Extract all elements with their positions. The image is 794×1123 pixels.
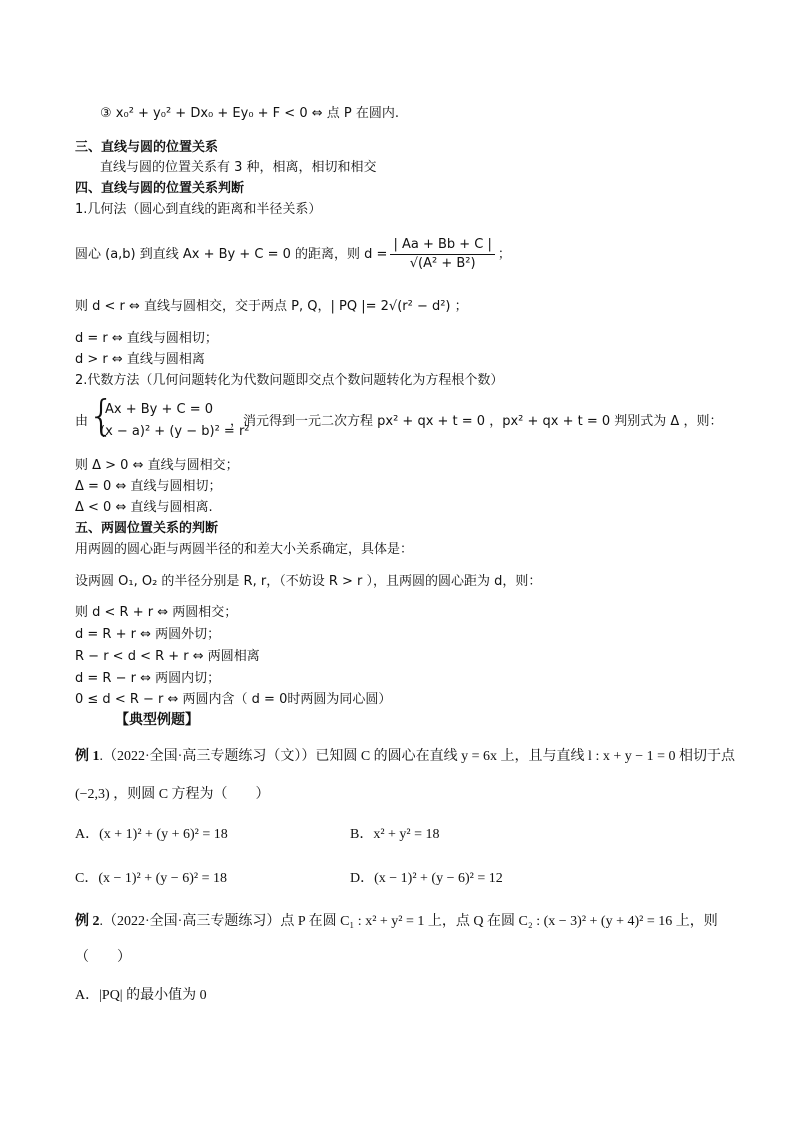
section-5-body: 用两圆的圆心距与两圆半径的和差大小关系确定，具体是： [75, 542, 414, 557]
example-1-option-d: D．(x − 1)² + (y − 6)² = 12 [350, 871, 503, 886]
section-3-body: 直线与圆的位置关系有 3 种，相离，相切和相交 [100, 160, 377, 175]
algebraic-method-title: 2.代数方法（几何问题转化为代数问题即交点个数问题转化为方程根个数） [75, 373, 504, 388]
section-3-title: 三、直线与圆的位置关系 [75, 140, 219, 155]
example-1-option-b: B．x² + y² = 18 [350, 827, 440, 842]
example-2-option-a: A．|PQ| 的最小值为 0 [75, 988, 207, 1003]
example-1-option-c: C．(x − 1)² + (y − 6)² = 18 [75, 871, 227, 886]
distance-fraction [390, 237, 494, 272]
system-brace-icon: { [88, 391, 115, 440]
distance-prefix: 圆心 (a,b) 到直线 Ax + By + C = 0 的距离，则 d = [75, 247, 388, 262]
example-1-text: .（2022·全国·高三专题练习（文））已知圆 C 的圆心在直线 y = 6x 上，且与直线 l : x + y − 1 = 0 相切于点 [99, 749, 736, 764]
two-circle-external-tangent: d = R + r ⇔ 两圆外切； [75, 627, 221, 642]
distance-formula-line [75, 232, 511, 278]
section-4-title: 四、直线与圆的位置关系判断 [75, 181, 245, 196]
intersect-condition: 则 d < r ⇔ 直线与圆相交，交于两点 P, Q，| PQ |= 2√(r² − d²) ； [75, 299, 468, 314]
discriminant-zero: Δ = 0 ⇔ 直线与圆相切； [75, 479, 222, 494]
example-2-line-2: （ ） [75, 950, 131, 965]
distance-suffix: ； [497, 247, 511, 262]
distance-denominator: √(A² + B²) [409, 256, 476, 271]
example-1-line-2: (−2,3) ，则圆 C 方程为（ ） [75, 787, 270, 802]
two-circle-separate: R − r < d < R + r ⇔ 两圆相离 [75, 649, 260, 664]
system-elimination-text: ，消元得到一元二次方程 px² + qx + t = 0 ，px² + qx + t = 0 判别式为 Δ ，则： [230, 414, 723, 429]
example-1-label: 例 1 [75, 749, 100, 764]
example-2-label: 例 2 [75, 914, 100, 929]
geometric-method-title: 1.几何法（圆心到直线的距离和半径关系） [75, 202, 322, 217]
distance-numerator: | Aa + Bb + C | [390, 237, 494, 255]
system-equation-2: (x − a)² + (y − b)² = r² [100, 424, 250, 439]
discriminant-positive: 则 Δ > 0 ⇔ 直线与圆相交； [75, 458, 239, 473]
example-1-option-a: A．(x + 1)² + (y + 6)² = 18 [75, 827, 228, 842]
typical-examples-heading: 【典型例题】 [115, 712, 199, 728]
item-3-condition: ③ x₀² + y₀² + Dx₀ + Ey₀ + F < 0 ⇔ 点 P 在圆内. [100, 106, 399, 121]
section-5-title: 五、两圆位置关系的判断 [75, 521, 219, 536]
example-1-line-1 [75, 748, 735, 766]
two-circle-internal-tangent: d = R − r ⇔ 两圆内切； [75, 671, 221, 686]
example-2-text: .（2022·全国·高三专题练习）点 P 在圆 C₁ : x² + y² = 1 上，点 Q 在圆 C₂ : (x − 3)² + (y + 4)² = 16 上，则 [99, 914, 718, 929]
discriminant-negative: Δ < 0 ⇔ 直线与圆相离. [75, 500, 213, 515]
two-circle-contained: 0 ≤ d < R − r ⇔ 两圆内含（ d = 0时两圆为同心圆） [75, 692, 392, 707]
example-2-line-1 [75, 913, 718, 931]
system-you: 由 [75, 414, 89, 429]
separate-condition: d > r ⇔ 直线与圆相离 [75, 352, 205, 367]
two-circle-intersect: 则 d < R + r ⇔ 两圆相交； [75, 605, 238, 620]
system-equation-1: Ax + By + C = 0 [105, 402, 214, 417]
tangent-condition: d = r ⇔ 直线与圆相切； [75, 331, 218, 346]
two-circle-setup: 设两圆 O₁, O₂ 的半径分别是 R, r，（不妨设 R > r ），且两圆的圆心距为 d，则： [75, 574, 542, 589]
